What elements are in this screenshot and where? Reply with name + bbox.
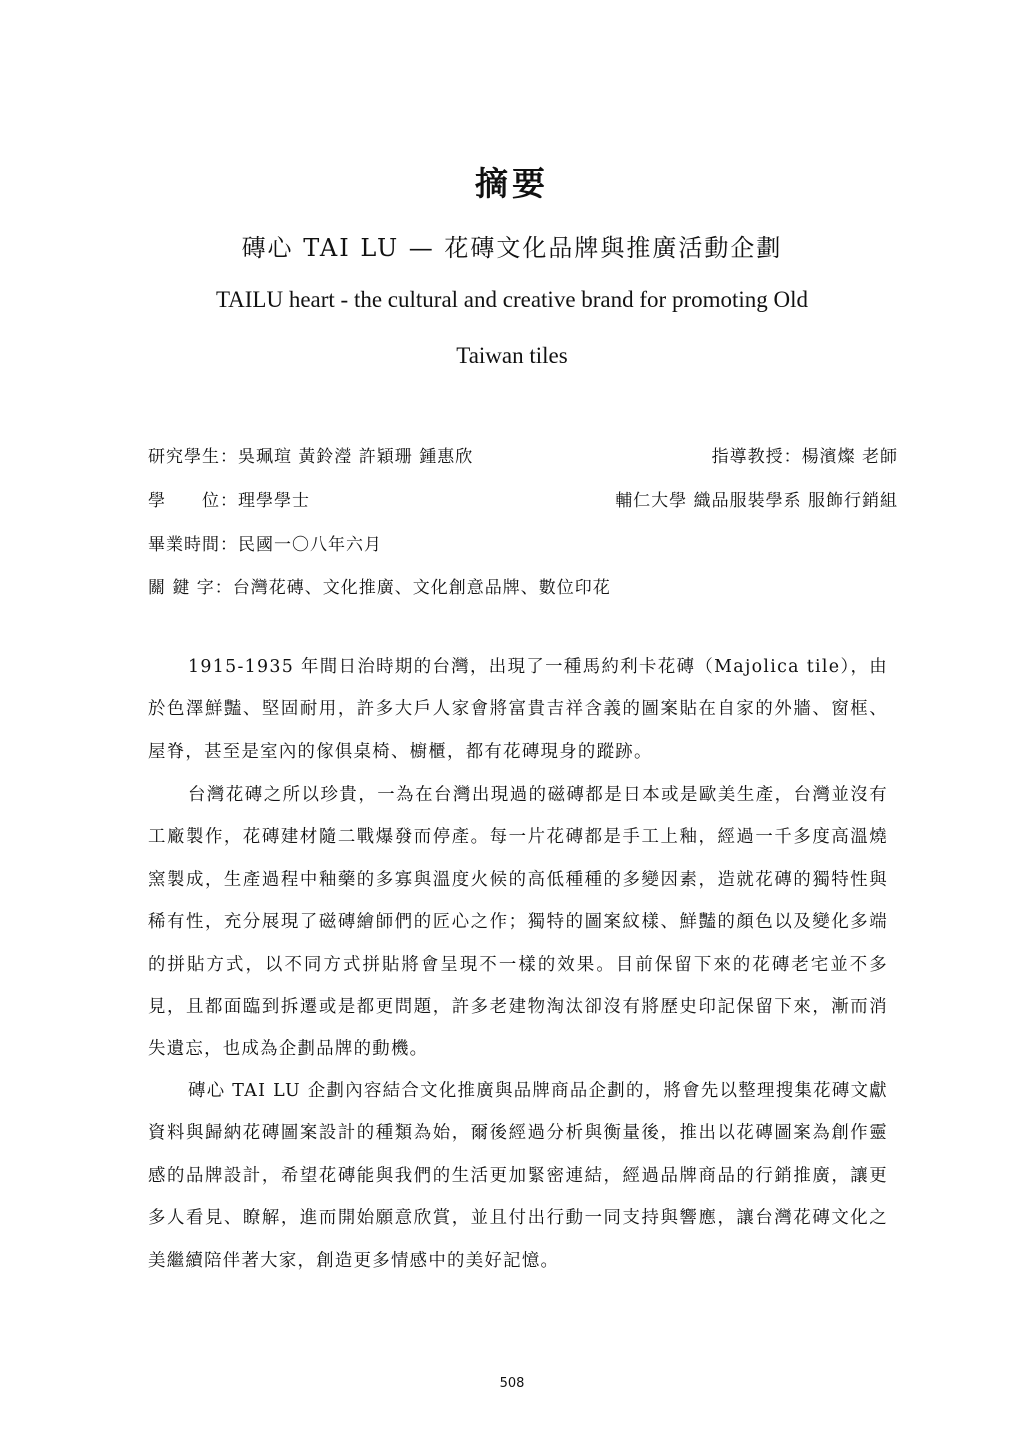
meta-department: 輔仁大學 織品服裝學系 服飾行銷組 xyxy=(615,491,898,511)
title-english-line-2: Taiwan tiles xyxy=(456,343,568,368)
meta-students: 研究學生：吳珮瑄 黃鈴瀅 許穎珊 鍾惠欣 xyxy=(148,447,474,467)
abstract-paragraph-2: 台灣花磚之所以珍貴，一為在台灣出現過的磁磚都是日本或是歐美生產，台灣並沒有工廠製作，花磚建材隨二戰爆發而停產。每一片花磚都是手工上釉，經過一千多度高溫燒窯製成，生產過程中釉藥的多寡與溫度火候的高低種種的多變因素，造就花磚的獨特性與稀有性，充分展現了磁磚繪師們的匠心之作；獨特的圖案紋樣、鮮豔的顏色以及變化多端的拼貼方式，以不同方式拼貼將會呈現不一樣的效果。目前保留下來的花磚老宅並不多見，且都面臨到拆遷或是都更問題，許多老建物淘汰卻沒有將歷史印記保留下來，漸而消失遺忘，也成為企劃品牌的動機。 xyxy=(148,785,888,1060)
title-english-line-1: TAILU heart - the cultural and creative brand for promoting Old xyxy=(215,287,809,312)
title-chinese: 磚心 TAI LU — 花磚文化品牌與推廣活動企劃 xyxy=(241,234,783,262)
abstract-paragraph-3: 磚心 TAI LU 企劃內容結合文化推廣與品牌商品企劃的，將會先以整理搜集花磚文獻資料與歸納花磚圖案設計的種類為始，爾後經過分析與衡量後，推出以花磚圖案為創作靈感的品牌設計，希望花磚能與我們的生活更加緊密連結，經過品牌商品的行銷推廣，讓更多人看見、瞭解，進而開始願意欣賞，並且付出行動一同支持與響應，讓台灣花磚文化之美繼續陪伴著大家，創造更多情感中的美好記憶。 xyxy=(148,1081,888,1271)
meta-graduation: 畢業時間：民國一〇八年六月 xyxy=(148,535,382,555)
abstract-paragraph-1: 1915-1935 年間日治時期的台灣，出現了一種馬約利卡花磚（Majolica tile），由於色澤鮮豔、堅固耐用，許多大戶人家會將富貴吉祥含義的圖案貼在自家的外牆、窗框、屋脊，甚至是室內的傢俱桌椅、櫥櫃，都有花磚現身的蹤跡。 xyxy=(148,657,888,762)
page-number: 508 xyxy=(499,1376,525,1391)
abstract-heading: 摘要 xyxy=(475,164,549,203)
meta-keywords: 關 鍵 字：台灣花磚、文化推廣、文化創意品牌、數位印花 xyxy=(148,578,611,598)
meta-degree: 學 位：理學學士 xyxy=(148,491,310,511)
meta-advisor: 指導教授：楊濱燦 老師 xyxy=(711,447,898,467)
